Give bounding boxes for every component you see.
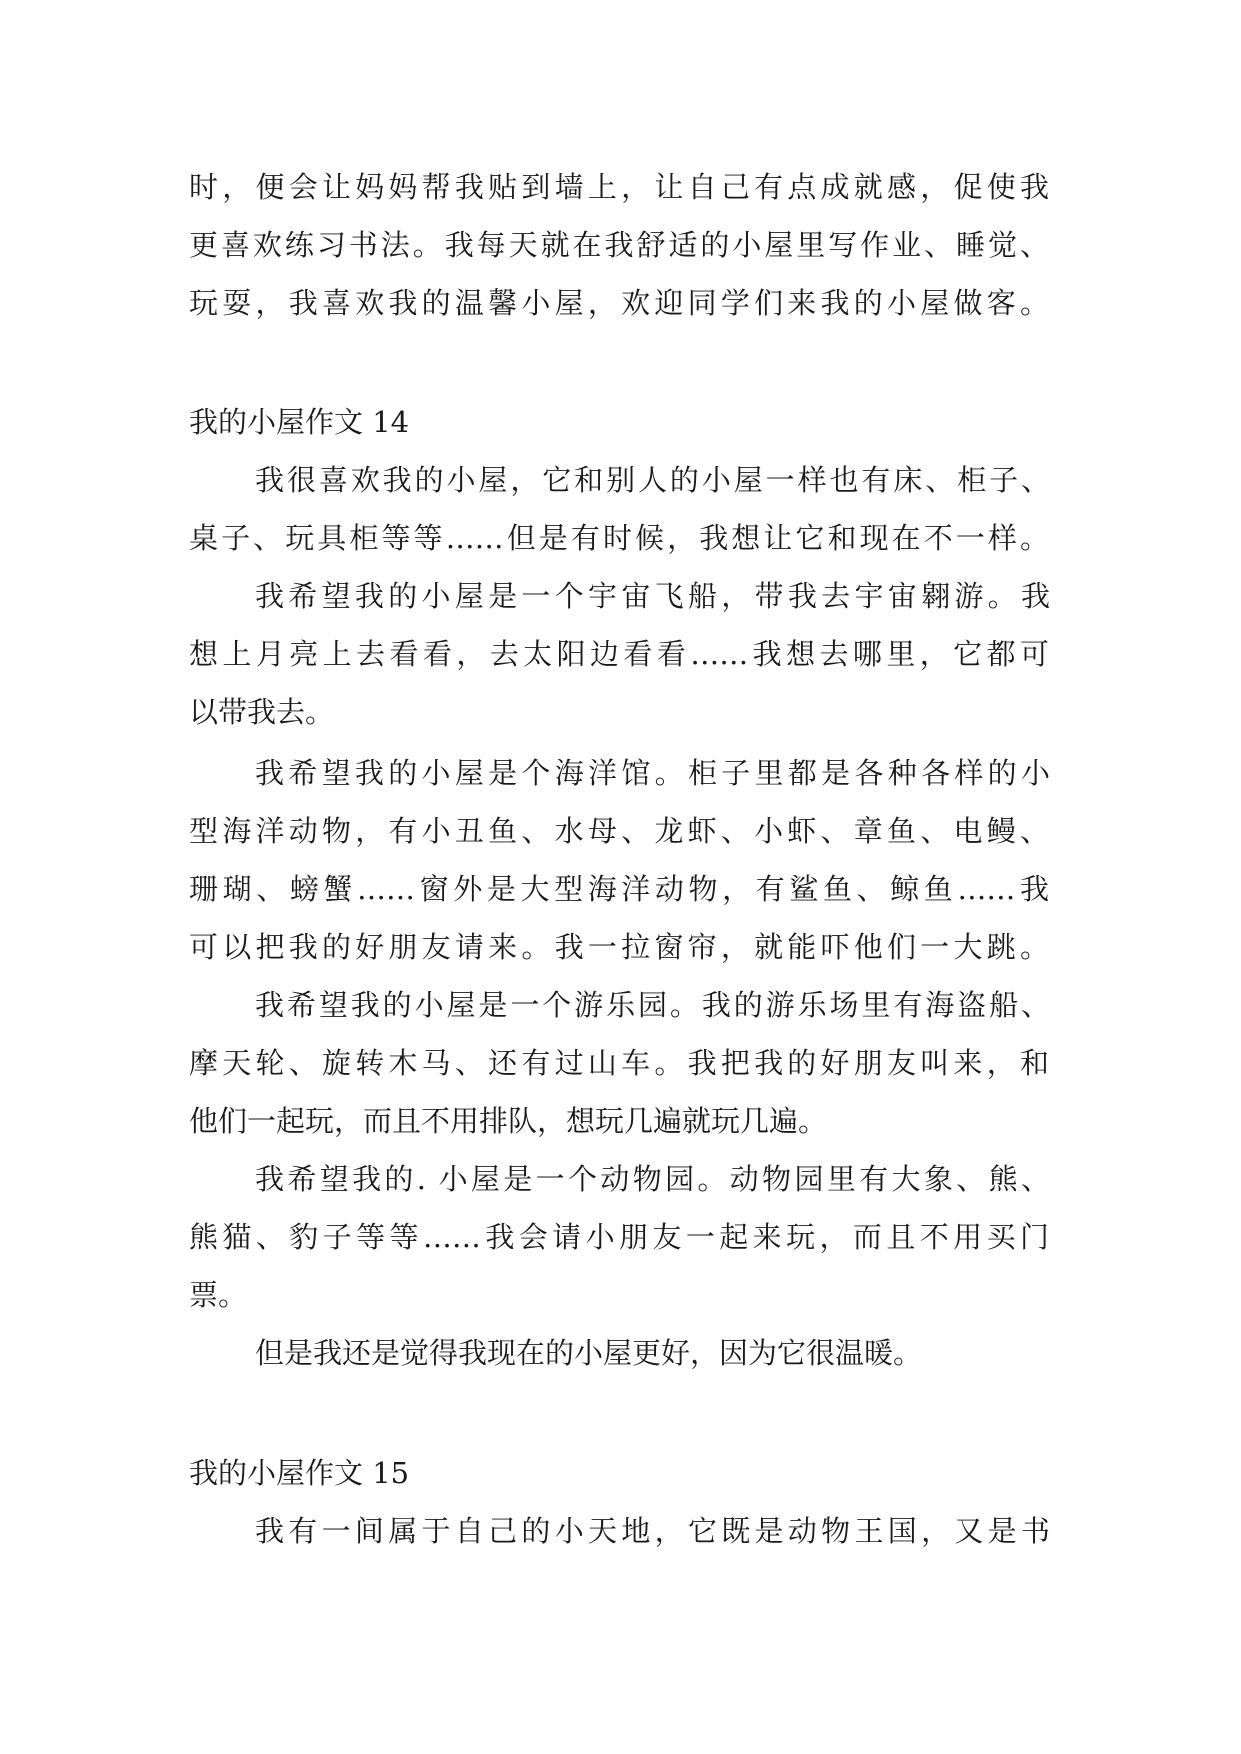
paragraph-line: 我有一间属于自己的小天地，它既是动物王国，又是书 [255,1514,1050,1548]
paragraph-line: 票。 [189,1278,248,1312]
paragraph-line: 想上月亮上去看看，去太阳边看看……我想去哪里，它都可 [189,637,1049,671]
section-heading: 我的小屋作文 14 [189,405,410,439]
paragraph-line: 可以把我的好朋友请来。我一拉窗帘，就能吓他们一大跳。 [189,930,1049,964]
paragraph-line: 我希望我的小屋是一个宇宙飞船，带我去宇宙翱游。我 [255,579,1050,613]
paragraph-line: 摩天轮、旋转木马、还有过山车。我把我的好朋友叫来，和 [189,1046,1049,1080]
paragraph-line: 珊瑚、螃蟹……窗外是大型海洋动物，有鲨鱼、鲸鱼……我 [189,872,1049,906]
paragraph-line: 桌子、玩具柜等等……但是有时候，我想让它和现在不一样。 [189,521,1049,555]
paragraph-line: 型海洋动物，有小丑鱼、水母、龙虾、小虾、章鱼、电鳗、 [189,814,1049,848]
paragraph-line: 我希望我的小屋是一个游乐园。我的游乐场里有海盗船、 [255,988,1050,1022]
paragraph-line: 玩耍，我喜欢我的温馨小屋，欢迎同学们来我的小屋做客。 [189,286,1049,320]
paragraph-line: 但是我还是觉得我现在的小屋更好，因为它很温暖。 [255,1336,923,1370]
paragraph-line: 我希望我的. 小屋是一个动物园。动物园里有大象、熊、 [255,1162,1050,1196]
paragraph-line: 更喜欢练习书法。我每天就在我舒适的小屋里写作业、睡觉、 [189,228,1049,262]
paragraph-line: 以带我去。 [189,695,335,729]
section-heading: 我的小屋作文 15 [189,1456,410,1490]
paragraph-line: 他们一起玩，而且不用排队，想玩几遍就玩几遍。 [189,1104,828,1138]
paragraph-line: 我希望我的小屋是个海洋馆。柜子里都是各种各样的小 [255,756,1050,790]
paragraph-line: 熊猫、豹子等等……我会请小朋友一起来玩，而且不用买门 [189,1220,1049,1254]
paragraph-line: 我很喜欢我的小屋，它和别人的小屋一样也有床、柜子、 [255,463,1050,497]
paragraph-line: 时，便会让妈妈帮我贴到墙上，让自己有点成就感，促使我 [189,170,1049,204]
